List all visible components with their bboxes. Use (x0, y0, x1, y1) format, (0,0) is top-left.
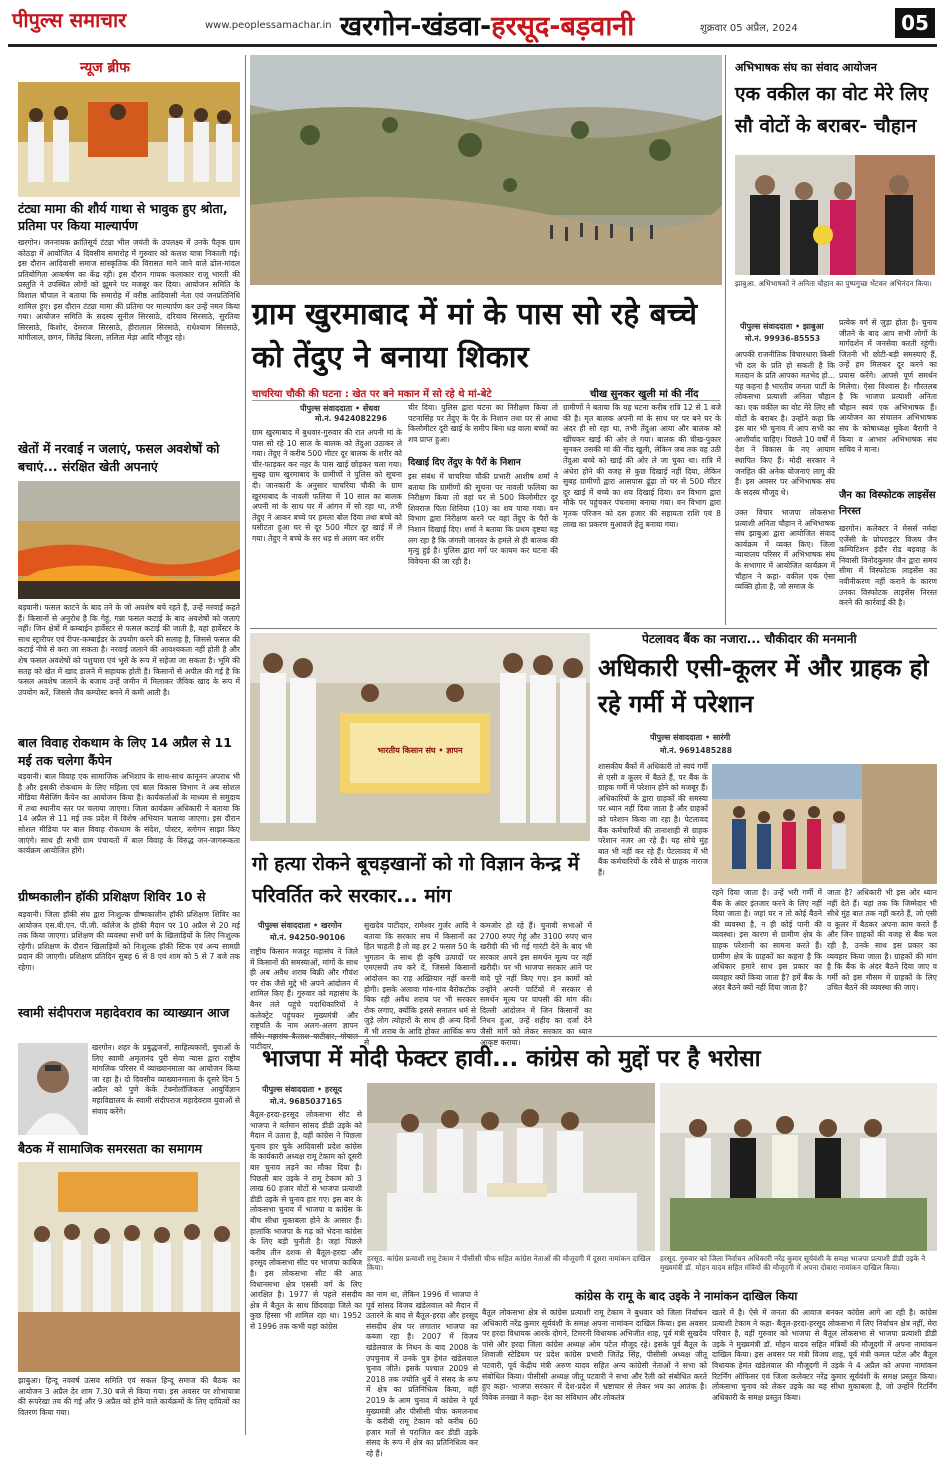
bjp-nomination-image (660, 1083, 937, 1251)
left-story2-headline: खेतों में नरवाई न जलाएं, फसल अवशेषों को बचाएं... संरक्षित खेती अपनाएं (18, 441, 220, 474)
bjp-col1: बैतूल-हरदा-हरसूद लोकसभा सीट से भाजपा ने वर्तमान सांसद डीडी उइके को मैदान में उतारा है, वहीं कांग्रेस ने पिछला चुनाव हार चुके आदिवासी प्रदेश कांग्रेस के कार्यकारी अध्यक्ष रामू टेकाम को दूसरी बार चुनाव लड़ने का मौका दिया है। पिछली बार उइके ने रामू टेकाम को 3 लाख 60 हजार वोटों से भाजपा प्रत्याशी डीडी उइके से चुनाव हार गए। इस बार के लोकसभा चुनाव में भाजपा व कांग्रेस के बीच सीधा मुकाबला होने के आसार हैं। हालांकि भाजपा के गढ़ को भेदना कांग्रेस के लिए बड़ी चुनौती है। जहां पिछले करीब तीन दशक से बैतूल-हरदा और हरसूद लोकसभा सीट पर भाजपा काबिज है। इस लोकसभा सीट की आठ विधानसभा क्षेत्र एससी वर्ग के लिए आरक्षित है। 1977 से पहले संसदीय क्षेत्र में बैतूल के साथ छिंदवाड़ा जिले का कुछ हिस्सा भी शामिल रहा था। 1952 से 1996 तक कभी यहां कांग्रेस (250, 1110, 362, 1331)
lead-col3: ग्रामीणों ने बताया कि यह घटना करीब रात्रि 12 से 1 बजे की है। मृत बालक अपनी मां के साथ घर पर बने घर के अंदर ही सो रहा था, तभी तेंदुआ आया और बालक को खींचकर खाई की ओर ले गया। बालक की चीख-पुकार सुनकर उसकी मां की नींद खुली, लेकिन जब तक वह उठी तेंदुआ बच्चे को खाई की ओर ले जा चुका था। रात्रि में अंधेरा होने की वजह से कुछ दिखाई नहीं दिया, लेकिन सुबह ग्रामीणों द्वारा आसपास ढूंढ़ा तो घर से 500 मीटर दूर खाई में बच्चे का शव दिखाई दिया। वन विभाग द्वारा मौके पर पहुंचकर पंचनामा बनाया गया। वन विभाग द्वारा मृतक परिजन को दस हजार की सहायता राशि एवं 8 लाख का प्रकरण मुआवजे हेतु बनाया गया। (563, 403, 721, 529)
lead-right-divider (725, 55, 726, 625)
lead-deck-left: चाचरिया चौकी की घटना : खेत पर बने मकान में सो रहे थे मां-बेटे (252, 389, 492, 400)
lawyer-col1: आपकी राजनीतिक विचारधारा किसी भी दल के प्रति हो सकती है कि मतदान के प्रति आपका मतभेद हो... यह कहना है भारतीय जनता पार्टी के लोकसभा प्रत्याशी अनिता चौहान का। एक वकील का वोट मेरे लिए सौ वोटों के बराबर है। उन्होंने कहा कि इस बार भी चुनाव में आप सभी का आशीर्वाद चाहिए। पिछले 10 वर्षों में देश ने विकास के नए आयाम स्थापित किए हैं। मोदी सरकार ने जनहित की अनेक योजनाएं लागू की हैं। इस अवसर पर अभिभाषक संघ के सदस्य मौजूद थे। (735, 350, 835, 497)
website-url[interactable]: www.peoplessamachar.in (205, 20, 332, 31)
masthead-rule (8, 44, 937, 47)
lawyer-col2: प्रत्येक वर्ग से जुड़ा होता है। चुनाव जीतने के बाद आप सभी लोगों के मार्गदर्शन में जनसेवा करती रहूंगी। जितनी भी छोटी-बड़ी समस्याएं हैं, उन्हें हम मिलकर दूर करने का प्रयास करेंगे। आपसे पूर्ण समर्थन मिलेगा। ऐसा विश्वास है। गौरतलब है कि भाजपा प्रत्याशी अनिता चौहान स्वयं एक अभिभाषक हैं। आयोजन का संचालन अभिभाषक संघ के कोषाध्यक्ष मुकेश बैरागी ने किया व आभार अभिभाषक संघ सचिव ने माना। (839, 318, 937, 455)
lawyer-headline: एक वकील का वोट मेरे लिए सौ वोटों के बराबर- चौहान (735, 83, 929, 137)
lawyer-kicker: अभिभाषक संघ का संवाद आयोजन (735, 61, 877, 74)
cow-col2: सुखदेव पाटीदार, रामेश्वर गुर्जर आदि ने बताया कि सरकार सच में किसानों का हित चाहती है तो वह हर 2 फसल 50 के भुगतान के साथ ही कृषि उत्पादों पर एमएसपी तय करे दें, जिससे किसानों आंदोलन का राह अख्तियार नहीं करनी होगी। इसके अलावा गांव-गांव बैरोकटोक बिक रही अवैध शराब पर भी सरकार रोक लगाए, क्योंकि इससे सनातन धर्म से जुड़े लोग त्योहारों के साथ ही अन्य दिनों में भी शराब के आदि होकर आर्थिक रूप से (364, 921, 476, 1047)
bank-col2: रहने दिया जाता है। उन्हें भरी गर्मी में बैंक के अंदर इंतजार करने के लिए नहीं दिया जाता है। जहां घर न तो कोई बैठने की व्यवस्था है, न ही कोई पानी की व्यवस्था। इस कारण से ग्रामीण क्षेत्र के ग्राहक परेशानी का सामना करते हैं। ग्रामीण क्षेत्र के ग्राहकों का कहना है कि अधिकार हमारे साथ इस प्रकार का व्यवहार क्यों किया जाता है? हमें बैंक के अंदर बैठने क्यों नहीं दिया जाता है? (712, 888, 822, 993)
left-story4-body: बड़वानी। जिला हॉकी संघ द्वारा निःशुल्क ग्रीष्मकालीन हॉकी प्रशिक्षण शिविर का आयोजन एस.बी.एन. पी.जी. कॉलेज के हॉकी मैदान पर 10 अप्रैल से 20 मई तक किया जाएगा। प्रशिक्षण की व्यवस्था सभी वर्ग के खिलाड़ियों के लिए निःशुल्क रहेगी। प्रशिक्षण के दौरान खिलाड़ियों को निःशुल्क हॉकी स्टिक एवं अन्य सामग्री प्रदान की जाएगी। प्रशिक्षण प्रतिदिन सुबह 6 से 8 एवं शाम को 5 से 7 बजे तक रहेगा। (18, 910, 240, 972)
nomination-col1: बैतूल लोकसभा क्षेत्र से कांग्रेस प्रत्याशी रामू टेकाम ने बुधवार को जिला निर्वाचन अधिकारी नरेंद्र कुमार सूर्यवंशी के समक्ष अपना नामांकन दाखिल किया। इस अवसर पर हरदा विधायक आरके दोगने, टिमरनी विधायक अभिजीत शाह, पूर्व मंत्री सुखदेव पांसे और हरदा जिला कांग्रेस अध्यक्ष ओम पटेल मौजूद रहे। इसके पूर्व बैतूल के शिवाजी स्टेडियम पर प्रदेश कांग्रेस प्रभारी जितेंद्र सिंह, पीसीसी अध्यक्ष जीतू पटवारी, पूर्व केंद्रीय मंत्री अरुण यादव सहित अन्य कांग्रेसी नेताओं ने सभा को संबोधित किया। पीसीसी अध्यक्ष जीतू पटवारी ने सभा और रैली को संबोधित करते हुए कहा- भाजपा सरकार में देश-प्रदेश में भ्रष्टाचार से लेकर भय का आतंक है। विवेक तनखा ने कहा- देश का संविधान और लोकतंत्र (482, 1308, 707, 1402)
bank-col3: जाता है? अधिकारी भी इस ओर ध्यान नहीं देते हैं। यहां तक कि जिम्मेदार भी सीधे मुंह बात तक नहीं करते हैं, जो एसी व कूलर में बैठकर अपना काम करते हैं और जिन ग्राहकों की वजह से बैंक चल रही है, उनके साथ इस प्रकार का व्यवहार किया जाता है। ग्राहकों की मांग है कि बैंक के अंदर बैठने दिया जाए व गर्मी को इस मौसम में ग्राहकों के लिए उचित बैठने की व्यवस्था की जाए। (827, 888, 937, 993)
left-story1-body: खरगोन। जननायक क्रांतिसूर्य टंट्या भील जयंती के उपलक्ष्य में उनके पैतृक ग्राम कोठड़ा में आयोजित 4 दिवसीय समारोह में गुरुवार को कलश यात्रा निकाली गई। इस दौरान आदिवासी समाज सांस्कृतिक की विरासत माने जाने वाले ढोल-मांदल प्रतियोगिता आकर्षण का केंद्र रही। इस दौरान गायक कलाकार राजू भारती की प्रस्तुति ने उपस्थित लोगों को झूमने पर मजबूर कर दिया। आयोजन समिति के विशाल चौपाल ने बताया कि समारोह में वरीष्ठ आदिवासी नेता एवं जनप्रतिनिधि शामिल हुए। इस दौरान टंट्या मामा की प्रतिमा पर माल्यार्पण कर उन्हें नमन किया गया। आयोजन समिति के सदस्य सुनील सिरसाठे, दरियाव सिरसाठे, सुरतिया सिरसाठे, किशोर, देमराज सिरसाठे, हीरालाल सिरसाठे, राधेश्याम सिरसाठे, मांगीलाल, छगन, जितेंद्र बिरला, ललिता मेड़ा आदि मौजूद रहे। (18, 238, 240, 343)
samrasta-meeting-image (18, 1162, 240, 1372)
bjp-nomination-photo (660, 1083, 937, 1251)
brand-logo (12, 6, 197, 36)
nomination-subhead: कांग्रेस के रामू के बाद उइके ने नामांकन दाखिल किया (575, 1289, 798, 1303)
bjp-byline: पीपुल्स संवाददाता • हरसूद (262, 1085, 343, 1094)
samrasta-meeting-photo (18, 1162, 240, 1372)
bjp-phone: मो.नं. 9685037165 (270, 1097, 342, 1106)
bjp-nomination-caption: हरसूद. गुरुवार को जिला निर्वाचन अधिकारी नरेंद्र कुमार सूर्यवंशी के समक्ष भाजपा प्रत्याशी डीडी उइके ने मुख्यमंत्री डॉ. मोहन यादव सहित मंत्रियों की मौजूदगी में अपना दोबारा नामांकन दाखिल किया। (660, 1254, 926, 1272)
cow-memorandum-photo (250, 633, 590, 841)
congress-nomination-photo (367, 1083, 655, 1251)
cow-phone: मो.नं. 94250-90106 (270, 933, 346, 942)
page-number: 05 (895, 8, 935, 38)
lead-col2b: इस संबंध में चाचरिया चौकी प्रभारी आशीष शर्मा ने बताया कि ग्रामीणों की सूचना पर नावली फलिया का निरीक्षण किया तो वहां घर से 500 किलोमीटर दूर शिवराज पिता शिनिया (10) का शव पाया गया। वन विभाग द्वारा निरीक्षण करने पर वहां तेंदुए के पैरों के निशान दिखाई दिए। शर्मा ने बताया कि प्रथम दृष्टया यह लग रहा है कि जंगली जानवर के हमले से ही बालक की मृत्यु हुई है। पुलिस द्वारा मर्ग पर कायम कर घटना की विवेचना की जा रही है। (408, 472, 558, 566)
news-brief-label: न्यूज ब्रीफ (80, 60, 130, 76)
lead-leopard-site-image (250, 55, 722, 285)
lawyer-photo (735, 155, 935, 275)
congress-nomination-caption: हरसूद. कांग्रेस प्रत्याशी रामू टेकाम ने पीसीसी चीफ सहित कांग्रेस नेताओं की मौजूदगी में दूसरा नामांकन दाखिल किया। (367, 1254, 651, 1272)
left-story5-body: खरगोन। शहर के प्रबुद्धजनों, साहित्यकारों, युवाओं के लिए स्वामी अमृतानंद पुरी सेवा न्यास द्वारा राष्ट्रीय मांगलिक परिसर में व्याख्यानमाला का आयोजन किया जा रहा है। दो दिवसीय व्याख्यानमाला के दूसरे दिन 5 अप्रैल को पुणे केके टेक्नोलॉजिकल आयुर्विज्ञान महाविद्यालय के स्वामी संदीपराज महादेवराव युवाओं से संवाद करेंगे। (92, 1043, 240, 1116)
lawyer-image (735, 155, 935, 275)
page-title-part2: हरसूद-बड़वानी (491, 11, 635, 42)
lead-col2: चीर दिया। पुलिस द्वारा घटना का निरीक्षण किया तो पटनासिंह पर तेंदुए के पैर के निशान तथा घर से आधा किलोमीटर दूरी खाई के समीप बिना धड़ वाला बच्चों का शव प्राप्त हुआ। (408, 403, 558, 444)
lead-byline: पीपुल्स संवाददाता • सेंधवा (300, 404, 380, 413)
bjp-section-rule (250, 1036, 937, 1037)
lawyer-col1-end: उक्त विचार भाजपा लोकसभा प्रत्याशी अनिता चौहान ने अभिभाषक संघ झाबुआ द्वारा आयोजित संवाद कार्यक्रम में व्यक्त किए। जिला न्यायालय परिसर में अभिभाषक संघ के सभागार में आयोजित कार्यक्रम में चौहान ने कहा- वकील एक ऐसा व्यक्ति होता है, जो समाज के (735, 508, 835, 592)
bank-phone: मो.नं. 9691485288 (660, 746, 732, 755)
left-story1-headline: टंट्या मामा की शौर्य गाथा से भावुक हुए श्रोता, प्रतिमा पर किया माल्यार्पण (18, 201, 228, 233)
lead-leopard-site-photo (250, 55, 722, 285)
brand-name: पीपुल्स समाचार (12, 8, 127, 32)
cow-col3: कमजोर हो रहे हैं। चुनावी सभाओं में 2700 रुपए गेहूं और 3100 रुपए धान खरीदी की भी गई गारंटी देने के बाद भी सरकार अपने इस समर्थन मूल्य पर नहीं खरीदी। पर भी भाजपा सरकार आने पर वादे पूरे नहीं किए गए। इन कामों को उन्होंने अपनी पार्टियों में सरकार से समर्थन मूल्य पर वापसी की मांग की। दिल्ली आंदोलन में जिन किसानों का निधन हुआ, उन्हें शहीद का दर्जा देने जैसी मांगें को लेकर सरकार का ध्यान आकृष्ट कराया। (480, 921, 592, 1047)
lawyer-phone: मो.नं. 99936-85553 (745, 334, 821, 343)
lead-phone: मो.नं. 9424082296 (315, 414, 387, 423)
page-title (340, 6, 670, 42)
issue-date: शुक्रवार 05 अप्रैल, 2024 (700, 23, 798, 34)
page-title-part1: खरगोन-खंडवा- (340, 11, 492, 42)
license-brief-body: खरगोन। कलेक्टर ने मेसर्स नर्मदा एजेंसी के प्रोपराइटर विजय जैन कम्पिटिशन इंदौर रोड बड़वाह के निवासी विनोदकुमार जैन द्वारा समय सीमा में विस्फोटक लाइसेंस का नवीनीकरण नहीं कराने के कारण उनका विस्फोटक लाइसेंस निरस्त करने की कार्रवाई की है। (839, 524, 937, 608)
lawyer-byline: पीपुल्स संवाददाता • झाबुआ (740, 322, 824, 331)
license-brief-headline: जैन का विस्फोटक लाइसेंस निरस्त (839, 490, 936, 517)
masthead (0, 0, 945, 52)
stubble-burning-image (18, 481, 240, 599)
cow-banner-text: भारतीय किसान संघ • ज्ञापन (377, 746, 463, 755)
lead-deck-rule (252, 400, 720, 401)
lawyer-photo-caption: झाबुआ. अभिभाषकों ने अनिता चौहान का पुष्पगुच्छ भेंटकर अभिनंदन किया। (735, 279, 932, 288)
left-column-divider (245, 55, 246, 1435)
swami-portrait (18, 1043, 88, 1135)
swami-portrait-image (18, 1043, 88, 1135)
cow-headline: गो हत्या रोकने बूचड़खानों को गो विज्ञान केन्द्र में परिवर्तित करे सरकार... मांग (252, 853, 580, 907)
lead-col1: ग्राम खुरमाबाद में बुधवार-गुरुवार की रात अपनी मां के पास सो रहे 10 साल के बालक को तेंदुआ उठाकर ले गया। तेंदुए ने करीब 500 मीटर दूर बालक के शरीर को चीर-फाड़कर कर नहर के पास खाई छोड़कर चला गया। सुबह ग्राम खुरमाबाद के ग्रामीणों ने पुलिस को सूचना दी। जानकारी के अनुसार चाचरिया चौकी के ग्राम खुरमाबाद के नावली फलिया में 10 साल का बालक अपनी मां के साथ घर में आंगन में सो रहा था, तभी तेंदुए ने आकर बच्चे पर हमला बोल दिया तथा बच्चे को घसीटता हुआ घर से दूर 500 मीटर दूर खाई में ले गया। तेंदुए ने बच्चे के सर धड़ से अलग कर शरीर (252, 428, 402, 543)
left-story3-body: बड़वानी। बाल विवाह एक सामाजिक अभिशाप के साथ-साथ कानूनन अपराध भी है और इसकी रोकथाम के लिए महिला एवं बाल विकास विभाग ने अब सोशल मीडिया मैसेजिंग कैंपेन का आयोजन किया है। कार्यकर्ताओं के माध्यम से समुदाय में तथा स्थानीय स्तर पर चलाया जाएगा। जिला कार्यक्रम अधिकारी ने बताया कि 14 अप्रैल से 11 मई तक प्रदेश में विशेष अभियान चलाया जाएगा। इस दौरान सोशल मीडिया पर बाल विवाह रोकथाम के संदेश, पोस्टर, स्लोगन साझा किए जाएंगे। साथ ही सभी ग्राम पंचायतों में बाल विवाह के विरुद्ध जन-जागरूकता कार्यक्रम आयोजित होंगे। (18, 772, 240, 856)
left-story3-headline: बाल विवाह रोकथाम के लिए 14 अप्रैल से 11 मई तक चलेगा कैंपेन (18, 735, 232, 768)
bjp-headline: भाजपा में मोदी फेक्टर हावी... कांग्रेस को मुद्दों पर है भरोसा (262, 1046, 761, 1072)
left-story4-headline: ग्रीष्मकालीन हॉकी प्रशिक्षण शिविर 10 से (18, 889, 206, 904)
left-story2-body: बड़वानी। फसल काटने के बाद तने के जो अवशेष बचे रहते हैं, उन्हें नरवाई कहते हैं। किसानों से अनुरोध है कि गेहूं, गन्ना फसल कटाई के बाद अवशेषों को जलाएं नहीं। जिन क्षेत्रों में कम्बाईन हार्वेस्टर से फसल कटाई की जाती है, वहां हार्वेस्टर के साथ स्ट्रारीपर एवं रीपर-कम्बाईडर के उपयोग करने की सलाह है, जिससे फसल की कटाई नीचे से करा जा सकता है। नरवाई जलाने की आवश्यकता नहीं होती है और शेष फसल अवशेषों को पशुचारा एवं भूसे के रूप में सहेजा जा सकता है। भूमि की सतह को खेत में खाद डालने में सहायक होती है। किसानों से अपील की गई है कि फसल अवशेष जलाने के बजाय उन्हें जमीन में मिलाकर जैविक खाद के रूप में उपयोग करें, जिससे जैव कम्पोस्ट बनने में कमी आती है। (18, 603, 240, 697)
tantya-mama-image (18, 82, 240, 197)
stubble-burning-photo (18, 481, 240, 599)
cow-col1: राष्ट्रीय किसान मजदूर महासंघ ने जिले में किसानों की समस्याओं, मांगों के साथ ही अब अवैध शराब बिक्री और गौवंश पर रोक जैसे मुद्दे भी अपने आंदोलन में शामिल किए हैं। गुरुवार को महासंघ के बैनर तले पहुंचे पदाधिकारियों ने कलेक्ट्रेट पहुंचकर मुख्यमंत्री और राष्ट्रपति के नाम अलग-अलग ज्ञापन पाटीदार, (250, 947, 358, 1052)
bank-image (712, 764, 937, 884)
bank-byline: पीपुल्स संवाददाता • सारंगी (650, 733, 731, 742)
lead-headline: ग्राम खुरमाबाद में मां के पास सो रहे बच्चे को तेंदुए ने बनाया शिकार (252, 297, 698, 375)
nomination-col2: खतरे में है। ऐसे में जनता की आवाज बनकर कांग्रेस आगे आ रही है। कांग्रेस प्रत्याशी टेकाम ने कहा- बैतूल-हरदा-हरसूद लोकसभा में लिए निर्वाचन क्षेत्र नहीं, मेरा परिवार है, वहीं गुरुवार को भाजपा से बैतूल लोकसभा से भाजपा प्रत्याशी डीडी उइके ने मुख्यमंत्री डॉ. मोहन यादव सहित मंत्रियों की मौजूदगी में अपना नामांकन दाखिल किया। इस अवसर पर मंत्री विजय शाह, पूर्व मंत्री कमल पटेल और बैतूल विधायक हेमंत खंडेलवाल की मौजूदगी में उइके ने 4 अप्रैल को अपना नामांकन रिटर्निंग ऑफिसर एवं जिला कलेक्टर नरेंद्र कुमार सूर्यवंशी के समक्ष प्रस्तुत किया। लोकसभा चुनाव को लेकर उइके का यह सीधा मुकाबला है, जो उन्होंने रिटर्निंग अधिकारी के समक्ष प्रस्तुत किया। (712, 1308, 937, 1402)
left-story6-body: झाबुआ। हिन्दू नववर्ष उत्सव समिति एवं सकल हिन्दू समाज की बैठक का आयोजन 3 अप्रैल देर शाम 7.30 बजे से किया गया। इस अवसर पर शोभायात्रा की रूपरेखा तय की गई और 9 अप्रैल को होने वाले कार्यक्रमों के लिए दायित्वों का वितरण किया गया। (18, 1376, 240, 1417)
bank-col1: शासकीय बैंकों में अधिकारी तो स्वयं गर्मी से एसी व कूलर में बैठते हैं, पर बैंक के ग्राहक गर्मी में परेशान होने को मजबूर हैं। अधिकारियों के द्वारा ग्राहकों की समस्या पर ध्यान नहीं दिया जाता है और ग्राहकों को परेशान किया जा रहा है। पेटलावद बैंक कर्मचारियों की तानाशाही से ग्राहक परेशान नजर आ रहे हैं। यह सोचे मुंह बात भी नहीं कर रहे हैं। पेटलावद में भी बैंक कर्मचारियों के रवैये से ग्राहक नाराज हैं। (598, 762, 708, 877)
bank-kicker: पेटलावद बैंक का नजारा... चौकीदार की मनमानी (642, 632, 857, 646)
cow-byline: पीपुल्स संवाददाता • खरगोन (258, 921, 342, 930)
left-story6-headline: बैठक में सामाजिक समरसता का समागम (18, 1141, 203, 1156)
lead-col2-subhead: दिखाई दिए तेंदुए के पैरों के निशान (408, 458, 521, 468)
lead-deck-right: चीख सुनकर खुली मां की नींद (590, 389, 699, 400)
bank-headline: अधिकारी एसी-कूलर में और ग्राहक हो रहे गर्मी में परेशान (598, 654, 929, 718)
mid-section-rule (250, 628, 937, 629)
tantya-mama-photo (18, 82, 240, 197)
congress-nomination-image (367, 1083, 655, 1251)
bank-photo (712, 764, 937, 884)
cow-memorandum-image (250, 633, 590, 841)
left-story5-headline: स्वामी संदीपराज महादेवराव का व्याख्यान आज (18, 1005, 230, 1020)
bjp-col2: का नाम था, लेकिन 1996 में भाजपा ने पूर्व सांसद विजय खंडेलवाल को मैदान में उतारने के बाद से बैतूल-हरदा और हरसूद संसदीय क्षेत्र पर लगातार भाजपा का कब्जा रहा है। 2007 में विजय खंडेलवाल के निधन के बाद 2008 के उपचुनाव में उनके पुत्र हेमंत खंडेलवाल चुनाव जीते। इसके पश्चात 2009 से 2018 तक ज्योति धुर्वे ने संसद के रूप में क्षेत्र का प्रतिनिधित्व किया, वहीं 2019 के आम चुनाव में कांग्रेस ने पूर्व मुख्यमंत्री और पीसीसी चीफ कमलनाथ के करीबी रामू टेकाम को करीब 60 हजार मतों से पराजित कर डीडी उइके संसद के रूप में क्षेत्र का प्रतिनिधित्व कर रहे हैं। (366, 1290, 478, 1458)
